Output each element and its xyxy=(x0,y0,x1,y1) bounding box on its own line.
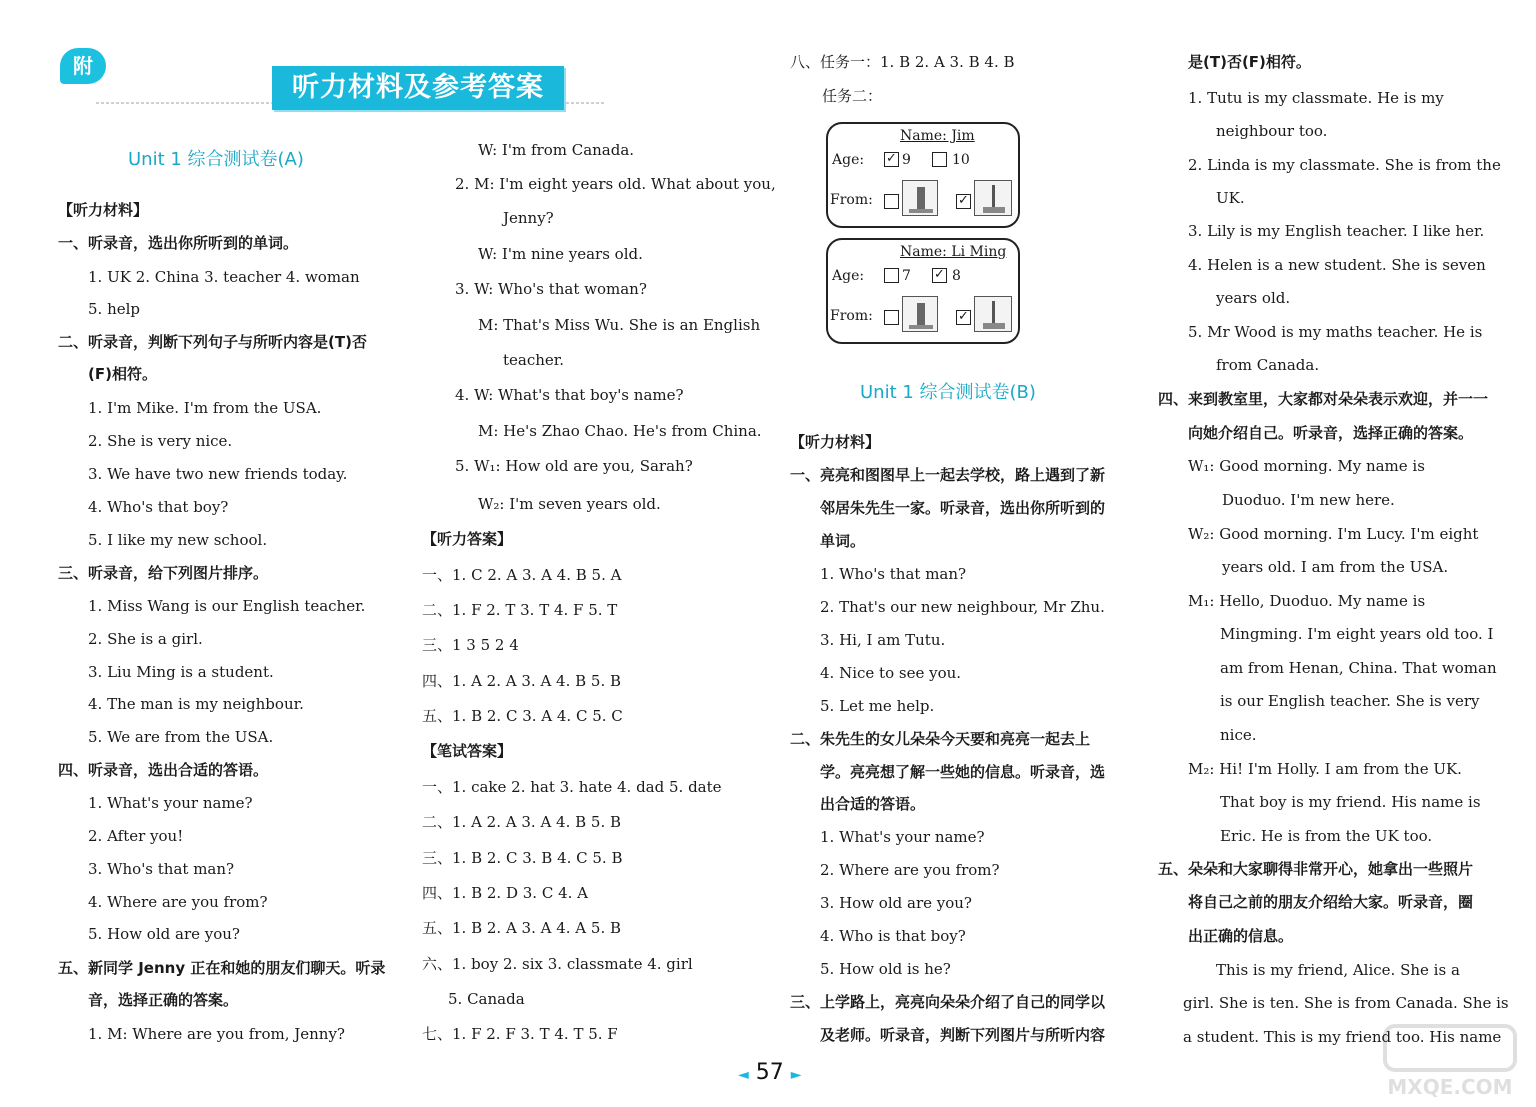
text-line: 五、1. B 2. A 3. A 4. A 5. B xyxy=(422,919,622,937)
text-line: UK. xyxy=(1216,189,1245,207)
info-card xyxy=(826,238,1020,344)
question-heading: 单词。 xyxy=(820,532,866,550)
question-heading: (F)相符。 xyxy=(88,365,157,383)
card-name: Name: Li Ming xyxy=(900,244,1007,260)
question-heading: 【听力材料】 xyxy=(790,433,881,451)
text-line: 4. Who is that boy? xyxy=(820,927,966,945)
landmark-icon xyxy=(903,297,938,332)
question-heading: 二、听录音，判断下列句子与所听内容是(T)否 xyxy=(58,333,367,351)
landmark-picture-1 xyxy=(902,296,938,332)
info-card xyxy=(826,122,1020,228)
text-line: W: I'm from Canada. xyxy=(478,141,635,159)
appendix-badge: 附 xyxy=(60,48,106,84)
age-option-2: 10 xyxy=(952,152,970,168)
text-line: That boy is my friend. His name is xyxy=(1220,793,1481,811)
text-line: M: He's Zhao Chao. He's from China. xyxy=(478,422,762,440)
text-line: girl. She is ten. She is from Canada. She is xyxy=(1183,994,1509,1012)
question-heading: 五、新同学 Jenny 正在和她的朋友们聊天。听录 xyxy=(58,959,386,977)
question-heading: 一、听录音，选出你所听到的单词。 xyxy=(58,234,299,252)
text-line: 四、1. B 2. D 3. C 4. A xyxy=(422,884,588,902)
from-checkbox-2: ✓ xyxy=(956,194,971,209)
text-line: 八、任务一：1. B 2. A 3. B 4. B xyxy=(790,53,1015,71)
text-line: from Canada. xyxy=(1216,356,1320,374)
section-title: Unit 1 综合测试卷(B) xyxy=(860,382,1036,403)
question-heading: 出合适的答语。 xyxy=(820,795,926,813)
question-heading: 二、朱先生的女儿朵朵今天要和亮亮一起去上 xyxy=(790,730,1091,748)
page-number xyxy=(738,1060,802,1085)
text-line: Mingming. I'm eight years old too. I xyxy=(1220,625,1494,643)
text-line: 2. That's our new neighbour, Mr Zhu. xyxy=(820,598,1105,616)
age-checkbox-1 xyxy=(884,268,899,283)
question-heading: 学。亮亮想了解一些她的信息。听录音，选 xyxy=(820,763,1106,781)
age-option-2: 8 xyxy=(952,268,961,284)
text-line: M₁: Hello, Duoduo. My name is xyxy=(1188,592,1426,610)
text-line: 3. Liu Ming is a student. xyxy=(88,663,274,681)
age-checkbox-2 xyxy=(932,152,947,167)
tower-icon xyxy=(975,181,1012,216)
text-line: 3. Who's that man? xyxy=(88,860,235,878)
question-heading: 三、听录音，给下列图片排序。 xyxy=(58,564,269,582)
text-line: 3. How old are you? xyxy=(820,894,972,912)
watermark-icon xyxy=(1375,1020,1525,1100)
text-line: 3. Lily is my English teacher. I like her. xyxy=(1188,222,1485,240)
text-line: 4. Helen is a new student. She is seven xyxy=(1188,256,1486,274)
text-line: Eric. He is from the UK too. xyxy=(1220,827,1433,845)
from-label: From: xyxy=(830,192,873,208)
question-heading: 四、来到教室里，大家都对朵朵表示欢迎，并一一 xyxy=(1158,390,1489,408)
text-line: W₁: Good morning. My name is xyxy=(1188,457,1425,475)
text-line: Duoduo. I'm new here. xyxy=(1222,491,1395,509)
text-line: 二、1. F 2. T 3. T 4. F 5. T xyxy=(422,601,618,619)
text-line: 4. Nice to see you. xyxy=(820,664,962,682)
question-heading: 一、亮亮和图图早上一起去学校，路上遇到了新 xyxy=(790,466,1106,484)
text-line: teacher. xyxy=(503,351,565,369)
text-line: 三、1. B 2. C 3. B 4. C 5. B xyxy=(422,849,623,867)
text-line: am from Henan, China. That woman xyxy=(1220,659,1497,677)
question-heading: 是(T)否(F)相符。 xyxy=(1188,53,1311,71)
title-rule-right xyxy=(566,102,606,104)
text-line: 5. How old are you? xyxy=(88,925,240,943)
text-line: 1. UK 2. China 3. teacher 4. woman xyxy=(88,268,360,286)
text-line: 五、1. B 2. C 3. A 4. C 5. C xyxy=(422,707,623,725)
text-line: 2. Where are you from? xyxy=(820,861,1000,879)
tower-icon xyxy=(975,297,1012,332)
from-checkbox-1 xyxy=(884,310,899,325)
page-number-value: 57 xyxy=(755,1060,784,1085)
age-option-1: 9 xyxy=(902,152,911,168)
from-label: From: xyxy=(830,308,873,324)
question-heading: 将自己之前的朋友介绍给大家。听录音，圈 xyxy=(1188,893,1474,911)
text-line: 七、1. F 2. F 3. T 4. T 5. F xyxy=(422,1025,618,1043)
landmark-picture-2 xyxy=(974,296,1012,332)
question-heading: 邻居朱先生一家。听录音，选出你所听到的 xyxy=(820,499,1106,517)
text-line: 5. We are from the USA. xyxy=(88,728,274,746)
question-heading: 音，选择正确的答案。 xyxy=(88,991,239,1009)
text-line: 5. help xyxy=(88,300,141,318)
text-line: 1. I'm Mike. I'm from the USA. xyxy=(88,399,322,417)
age-checkbox-2: ✓ xyxy=(932,268,947,283)
question-heading: 向她介绍自己。听录音，选择正确的答案。 xyxy=(1188,424,1474,442)
text-line: 2. M: I'm eight years old. What about you, xyxy=(455,175,776,193)
text-line: 5. Canada xyxy=(448,990,525,1008)
question-heading: 【笔试答案】 xyxy=(422,742,513,760)
text-line: 4. W: What's that boy's name? xyxy=(455,386,684,404)
text-line: 5. I like my new school. xyxy=(88,531,268,549)
text-line: 四、1. A 2. A 3. A 4. B 5. B xyxy=(422,672,622,690)
text-line: 5. Let me help. xyxy=(820,697,935,715)
text-line: a student. This is my friend too. His name xyxy=(1183,1028,1502,1046)
text-line: 二、1. A 2. A 3. A 4. B 5. B xyxy=(422,813,622,831)
text-line: 1. What's your name? xyxy=(820,828,985,846)
text-line: 1. Who's that man? xyxy=(820,565,967,583)
text-line: M₂: Hi! I'm Holly. I am from the UK. xyxy=(1188,760,1462,778)
card-name: Name: Jim xyxy=(900,128,975,144)
age-option-1: 7 xyxy=(902,268,911,284)
text-line: 三、1 3 5 2 4 xyxy=(422,636,519,654)
text-line: 1. Tutu is my classmate. He is my xyxy=(1188,89,1444,107)
age-label: Age: xyxy=(832,152,865,168)
text-line: 一、1. C 2. A 3. A 4. B 5. A xyxy=(422,566,622,584)
landmark-icon xyxy=(903,181,938,216)
text-line: 3. W: Who's that woman? xyxy=(455,280,647,298)
text-line: 4. The man is my neighbour. xyxy=(88,695,304,713)
text-line: 1. M: Where are you from, Jenny? xyxy=(88,1025,345,1043)
text-line: neighbour too. xyxy=(1216,122,1328,140)
text-line: 2. Linda is my classmate. She is from the xyxy=(1188,156,1501,174)
text-line: 5. Mr Wood is my maths teacher. He is xyxy=(1188,323,1483,341)
question-heading: 【听力答案】 xyxy=(422,530,513,548)
next-arrow-icon: ► xyxy=(790,1067,802,1083)
text-line: nice. xyxy=(1220,726,1257,744)
page-title: 听力材料及参考答案 xyxy=(272,66,564,110)
text-line: 1. What's your name? xyxy=(88,794,253,812)
question-heading: 【听力材料】 xyxy=(58,201,149,219)
from-checkbox-2: ✓ xyxy=(956,310,971,325)
text-line: Jenny? xyxy=(503,209,554,227)
title-rule-left xyxy=(96,102,272,104)
text-line: 3. Hi, I am Tutu. xyxy=(820,631,946,649)
text-line: 1. Miss Wang is our English teacher. xyxy=(88,597,366,615)
text-line: is our English teacher. She is very xyxy=(1220,692,1480,710)
text-line: 任务二： xyxy=(822,87,883,105)
from-checkbox-1 xyxy=(884,194,899,209)
landmark-picture-1 xyxy=(902,180,938,216)
text-line: years old. xyxy=(1216,289,1291,307)
watermark-logo xyxy=(1375,1020,1525,1100)
prev-arrow-icon: ◄ xyxy=(738,1067,749,1083)
question-heading: 五、朵朵和大家聊得非常开心，她拿出一些照片 xyxy=(1158,860,1474,878)
text-line: 4. Who's that boy? xyxy=(88,498,229,516)
text-line: W₂: I'm seven years old. xyxy=(478,495,661,513)
text-line: 4. Where are you from? xyxy=(88,893,268,911)
text-line: 一、1. cake 2. hat 3. hate 4. dad 5. date xyxy=(422,778,722,796)
text-line: 2. She is a girl. xyxy=(88,630,203,648)
text-line: W: I'm nine years old. xyxy=(478,245,643,263)
question-heading: 及老师。听录音，判断下列图片与所听内容 xyxy=(820,1026,1106,1044)
text-line: This is my friend, Alice. She is a xyxy=(1216,961,1460,979)
text-line: years old. I am from the USA. xyxy=(1222,558,1449,576)
text-line: 2. She is very nice. xyxy=(88,432,233,450)
text-line: 5. W₁: How old are you, Sarah? xyxy=(455,457,693,475)
svg-text:MXQE.COM: MXQE.COM xyxy=(1387,1075,1513,1099)
text-line: W₂: Good morning. I'm Lucy. I'm eight xyxy=(1188,525,1479,543)
question-heading: 三、上学路上，亮亮向朵朵介绍了自己的同学以 xyxy=(790,993,1106,1011)
question-heading: 四、听录音，选出合适的答语。 xyxy=(58,761,269,779)
question-heading: 出正确的信息。 xyxy=(1188,927,1294,945)
age-label: Age: xyxy=(832,268,865,284)
section-title: Unit 1 综合测试卷(A) xyxy=(128,149,304,170)
landmark-picture-2 xyxy=(974,180,1012,216)
text-line: 2. After you! xyxy=(88,827,184,845)
text-line: 六、1. boy 2. six 3. classmate 4. girl xyxy=(422,955,693,973)
age-checkbox-1: ✓ xyxy=(884,152,899,167)
text-line: 3. We have two new friends today. xyxy=(88,465,348,483)
text-line: 5. How old is he? xyxy=(820,960,951,978)
text-line: M: That's Miss Wu. She is an English xyxy=(478,316,761,334)
